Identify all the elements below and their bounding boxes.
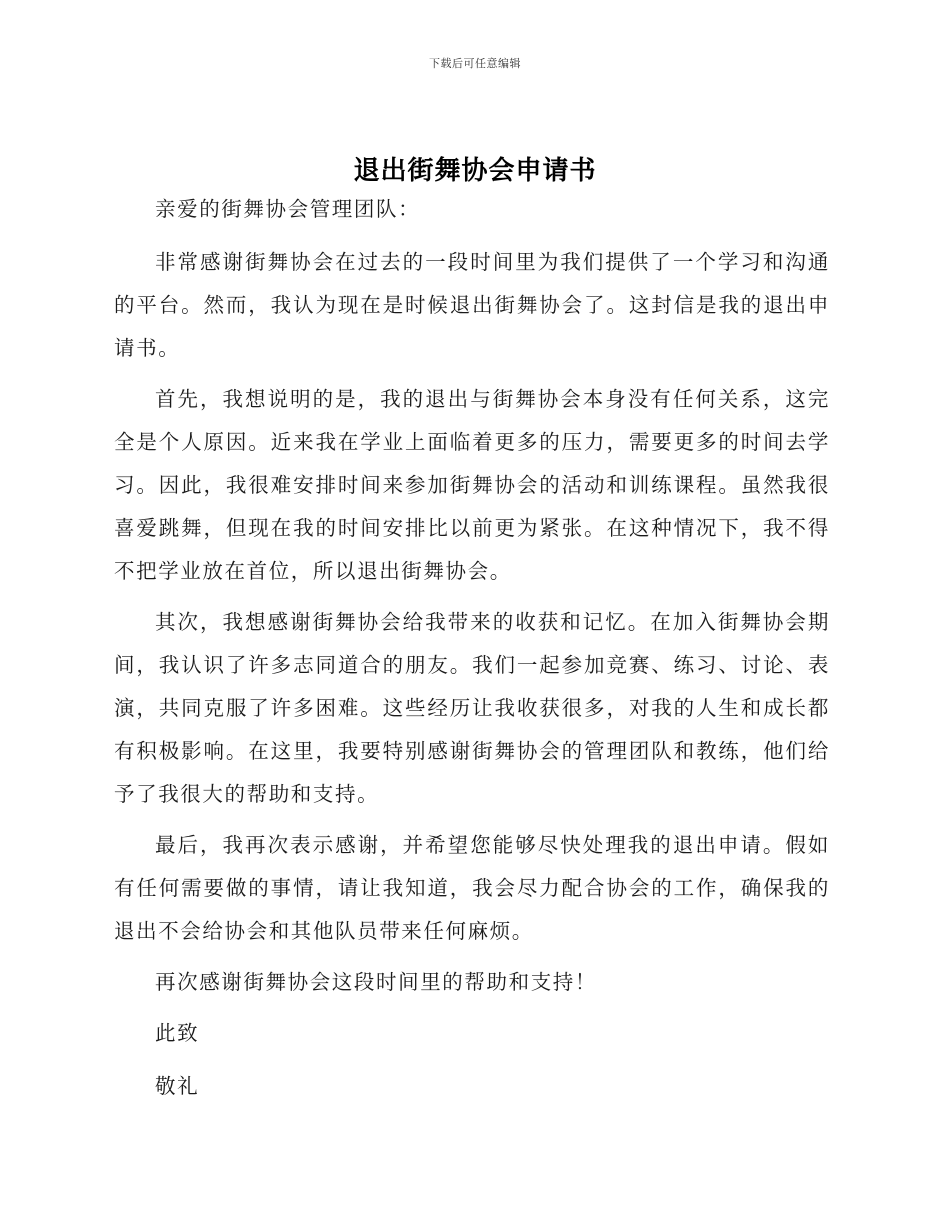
header-note: 下载后可任意编辑 [429, 57, 521, 70]
paragraph-3: 其次，我想感谢街舞协会给我带来的收获和记忆。在加入街舞协会期间，我认识了许多志同道合的朋友。我们一起参加竞赛、练习、讨论、表演，共同克服了许多困难。这些经历让我收获很多，对我的人生和成长都有积极影响。在这里，我要特别感谢街舞协会的管理团队和教练，他们给予了我很大的帮助和支持。 [114, 610, 830, 806]
document-title: 退出街舞协会申请书 [353, 156, 597, 186]
paragraph-2: 首先，我想说明的是，我的退出与街舞协会本身没有任何关系，这完全是个人原因。近来我在学业上面临着更多的压力，需要更多的时间去学习。因此，我很难安排时间来参加街舞协会的活动和训练课程。虽然我很喜爱跳舞，但现在我的时间安排比以前更为紧张。在这种情况下，我不得不把学业放在首位，所以退出街舞协会。 [114, 387, 830, 583]
closing-line-1: 此致 [155, 1021, 200, 1045]
closing-line-2: 敬礼 [155, 1074, 200, 1098]
paragraph-5: 再次感谢街舞协会这段时间里的帮助和支持！ [155, 970, 597, 994]
paragraph-1: 非常感谢街舞协会在过去的一段时间里为我们提供了一个学习和沟通的平台。然而，我认为现在是时候退出街舞协会了。这封信是我的退出申请书。 [114, 250, 830, 360]
salutation: 亲爱的街舞协会管理团队： [155, 197, 421, 221]
paragraph-4: 最后，我再次表示感谢，并希望您能够尽快处理我的退出申请。假如有任何需要做的事情，请让我知道，我会尽力配合协会的工作，确保我的退出不会给协会和其他队员带来任何麻烦。 [114, 833, 830, 943]
document-body [114, 188, 830, 1118]
